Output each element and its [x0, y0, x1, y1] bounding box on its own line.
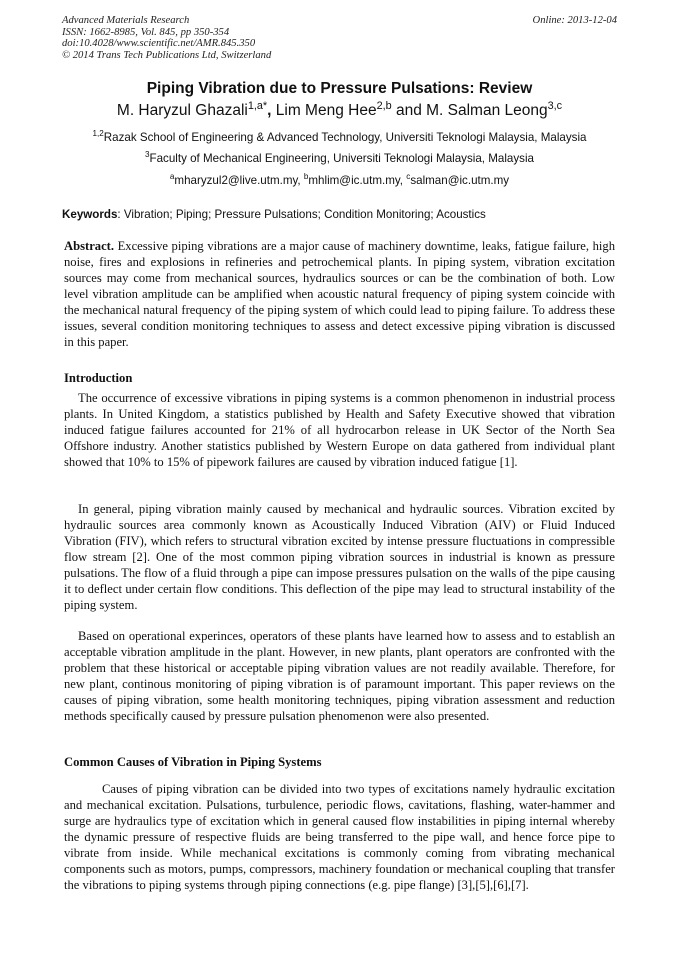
email-marker: b — [303, 172, 309, 182]
email-address[interactable]: mharyzul2@live.utm.my, — [174, 174, 304, 187]
section-heading: Common Causes of Vibration in Piping Systems — [64, 755, 322, 769]
keywords-text: : Vibration; Piping; Pressure Pulsations; Condition Monitoring; Acoustics — [117, 208, 486, 221]
abstract-text: Excessive piping vibrations are a major cause of machinery downtime, leaks, fatigue failure, high noise, fires and explosions in refineries and petrochemical plants. In piping system, vibration excitation sources may come from mechanical sources, hydraulics sources or can be the combination of both. Low level vibration amplitude can be amplified when acoustic natural frequency of piping system coincide with the mechanical natural frequency of the piping system of which could lead to piping failure. To address these issues, several condition monitoring techniques to assess and detect excessive piping vibration is discussed in this paper. — [64, 239, 615, 349]
email-marker: c — [406, 172, 411, 182]
author-separator: , — [267, 102, 276, 119]
author-affil-marker: 3,c — [547, 99, 563, 112]
paragraph: Causes of piping vibration can be divided into two types of excitations namely hydraulic excitation and mechanical excitation. Pulsations, turbulence, periodic flows, cavitations, flashing, water-hammer and surge are hydraulics type of excitation which in general caused flow instabilities in piping internal whereby the dynamic pressure of respective fluids are being transferred to the pipe wall, and hence force pipe to vibrate from inside. While mechanical excitations is commonly coming from vibrating mechanical components such as motors, pumps, compressors, machinery foundation or mechanical coupling that transfer the vibrations to piping systems through piping connections (e.g. pipe flange) [3],[5],[6],[7]. — [64, 782, 615, 892]
affiliation — [62, 152, 617, 166]
affiliation-marker: 1,2 — [92, 129, 104, 139]
section-heading: Introduction — [64, 371, 133, 385]
affiliation-text: Faculty of Mechanical Engineering, Universiti Teknologi Malaysia, Malaysia — [149, 152, 534, 165]
paragraph: Based on operational experinces, operators of these plants have learned how to assess and to establish an acceptable vibration amplitude in the plant. However, in new plants, plant operators are confronted with the problem that these historical or acceptable piping vibration values are not readily available. Therefore, for new plant, continous monitoring of piping vibration is of paramount important. This paper reviews on the causes of piping vibration, some health monitoring techniques, piping vibration assessment and reduction methods specifically caused by pressure pulsation phenomenon were also presented. — [64, 629, 615, 723]
author-name: Lim Meng Hee — [275, 102, 377, 119]
abstract — [64, 238, 615, 350]
author-list — [62, 101, 617, 121]
paragraph: In general, piping vibration mainly caused by mechanical and hydraulic sources. Vibration excited by hydraulic sources area commonly known as Acoustically Induced Vibration (AIV) or Fluid Induced Vibration (FIV), which refers to structural vibration excited by intense pressure fluctuations in compressible flow stream [2]. One of the most common piping vibration sources in industrial is known as pressure pulsations. The flow of a fluid through a pipe can impose pressures pulsation on the walls of the pipe causing it to deflect under certain flow conditions. This deflection of the pipe may lead to structural instability of the piping system. — [64, 502, 615, 612]
email-list — [62, 174, 617, 188]
online-date: Online: 2013-12-04 — [532, 15, 617, 26]
journal-copyright: © 2014 Trans Tech Publications Ltd, Switzerland — [62, 49, 272, 61]
email-address[interactable]: mhlim@ic.utm.my, — [308, 174, 407, 187]
paper-title: Piping Vibration due to Pressure Pulsations: Review — [146, 80, 533, 97]
affiliation-marker: 3 — [144, 150, 150, 160]
author-affil-marker: 2,b — [376, 99, 392, 112]
paragraph: The occurrence of excessive vibrations in piping systems is a common phenomenon in industrial process plants. In United Kingdom, a statistics published by Health and Safety Executive showed that vibration induced fatigue failures accounted for 21% of all hydrocarbon release in UK Sector of the North Sea Offshore industry. Another statistics published by Western Europe on data gathered from individual plant showed that 10% to 15% of pipework failures are caused by vibration induced fatigue [1]. — [64, 391, 615, 469]
email-marker: a — [169, 172, 175, 182]
author-affil-marker: 1,a* — [247, 99, 268, 112]
abstract-label: Abstract. — [64, 239, 115, 253]
affiliation — [62, 131, 617, 145]
author-separator: and — [391, 102, 427, 119]
keywords-label: Keywords — [62, 208, 118, 221]
email-address[interactable]: salman@ic.utm.my — [410, 174, 510, 187]
journal-issn: ISSN: 1662-8985, Vol. 845, pp 350-354 — [62, 26, 230, 38]
keywords — [62, 208, 617, 222]
journal-header — [62, 15, 617, 61]
affiliation-text: Razak School of Engineering & Advanced Technology, Universiti Teknologi Malaysia, Malaysia — [103, 131, 587, 144]
author-name: M. Haryzul Ghazali — [116, 102, 248, 119]
author-name: M. Salman Leong — [426, 102, 548, 119]
journal-name: Advanced Materials Research — [62, 15, 190, 26]
journal-doi: doi:10.4028/www.scientific.net/AMR.845.350 — [62, 38, 256, 49]
